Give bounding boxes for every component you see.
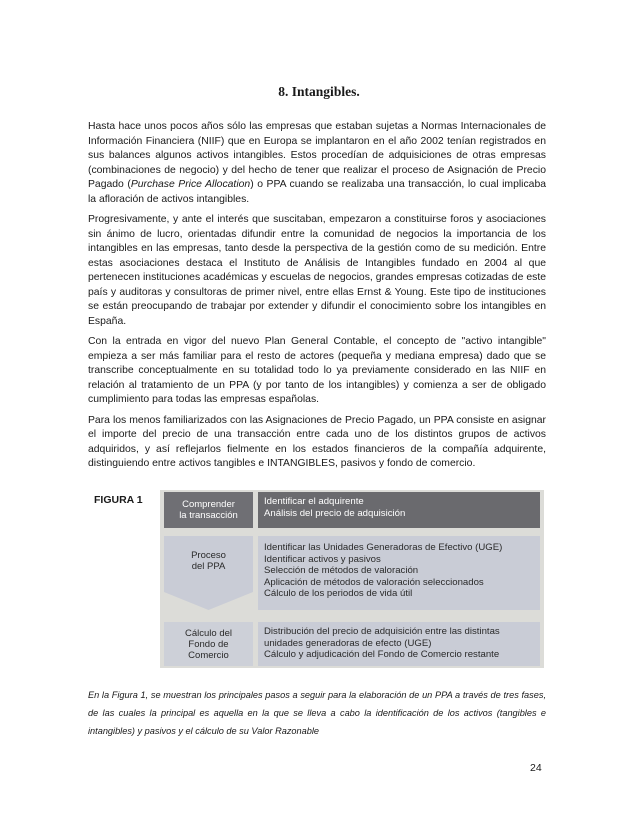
step-2-title-line1: Proceso [191,550,226,561]
step-3-title-line3: Comercio [188,649,229,661]
step-1-item: Identificar el adquirente [264,496,364,507]
page-number: 24 [530,762,542,774]
step-2-item: Aplicación de métodos de valoración seleccionados [264,576,484,588]
paragraph-1-italic: Purchase Price Allocation [130,179,251,190]
step-3-item: Cálculo y adjudicación del Fondo de Comercio restante [264,649,500,660]
step-1-title-line1: Comprender [182,499,235,510]
step-3-title-line1: Cálculo del [185,627,232,639]
section-heading: 8. Intangibles. [278,84,360,99]
step-calculo [164,622,253,666]
paragraph-1-end: ) o PPA cuando se realizaba una transacción, lo cual implicaba la afloración de activos intangibles. [88,179,547,205]
step-3-title-line2: Fondo de [188,638,229,650]
step-2-item: Cálculo de los periodos de vida útil [264,588,413,599]
paragraph-4: Para los menos familiarizados con las Asignaciones de Precio Pagado, un PPA consiste en asignar el importe del precio de una transacción entre cada uno de los distintos grupos de activos adquiridos, y así reflejarlos fielmente en los estados financieros de la compañía adquirente, distinguiendo entre activos tangibles e INTANGIBLES, pasivos y fondo de comercio. [88,414,546,469]
arrow-down-shape-icon [164,536,253,610]
step-3-item: Distribución del precio de adquisición entre las distintas [264,626,500,637]
figure-steps-column [160,490,253,668]
step-1-title-line2: la transacción [179,510,238,521]
step-3-details [258,622,540,666]
paragraph-2: Progresivamente, y ante el interés que suscitaban, empezaron a constituirse foros y asociaciones sin ánimo de lucro, orientadas difundir entre la comunidad de negocios la importancia de los intangibles en las empresas, tanto desde la perspectiva de la gestión como de su medición. Entre estas asociaciones destaca el Instituto de Análisis de Intangibles fundado en 2004 al que pertenecen instituciones académicas y escuelas de negocios, grandes empresas cotizadas de este país y auditoras y consultoras de primer nivel, entre ellas Ernst & Young. Este tipo de instituciones se están preocupando de trabajar por extender y difundir el conocimiento sobre los intangibles en España. [88,214,546,327]
step-3-item: unidades generadoras de efecto (UGE) [264,637,432,649]
paragraph-3: Con la entrada en vigor del nuevo Plan General Contable, el concepto de "activo intangible" empieza a ser más familiar para el resto de actores (pequeña y mediana empresa) dado que se transcribe conceptualmente en su totalidad todo lo ya previamente considerado en las NIIF en relación al tratamiento de un PPA (y por tanto de los intangibles) y comienza a ser de obligado cumplimiento para todas las empresas españolas. [88,336,546,405]
step-2-item: Identificar las Unidades Generadoras de Efectivo (UGE) [264,542,503,553]
figure-caption: En la Figura 1, se muestran los principales pasos a seguir para la elaboración de un PPA a través de tres fases, de las cuales la principal es aquella en la que se lleva a cabo la identificación de los activos (tangibles e intangibles) y pasivos y el cálculo de su Valor Razonable [88,690,546,736]
ppa-process-figure [160,490,544,668]
step-2-details [258,536,540,610]
step-1-details [258,492,540,528]
paragraph-1 [88,120,546,207]
figure-label: FIGURA 1 [94,494,143,506]
step-proceso [164,536,253,610]
step-comprender [164,492,253,528]
step-2-title-line2: del PPA [191,561,226,572]
step-1-item: Análisis del precio de adquisición [264,507,406,519]
step-2-item: Identificar activos y pasivos [264,553,381,565]
body-text [88,120,546,478]
step-2-item: Selección de métodos de valoración [264,565,419,576]
paragraph-1-start: Hasta hace unos pocos años sólo las empresas que estaban sujetas a Normas Internacionales de Información Financiera (NIIF) que en Europa se implantaron en el año 2002 tenían registrados en sus balances algunos activos intangibles. Estos procedían de adquisiciones de otras empresas (combinaciones de negocio) y del hecho de tener que realizar el proceso de Asignación de Precio Pagado ( [88,121,546,190]
